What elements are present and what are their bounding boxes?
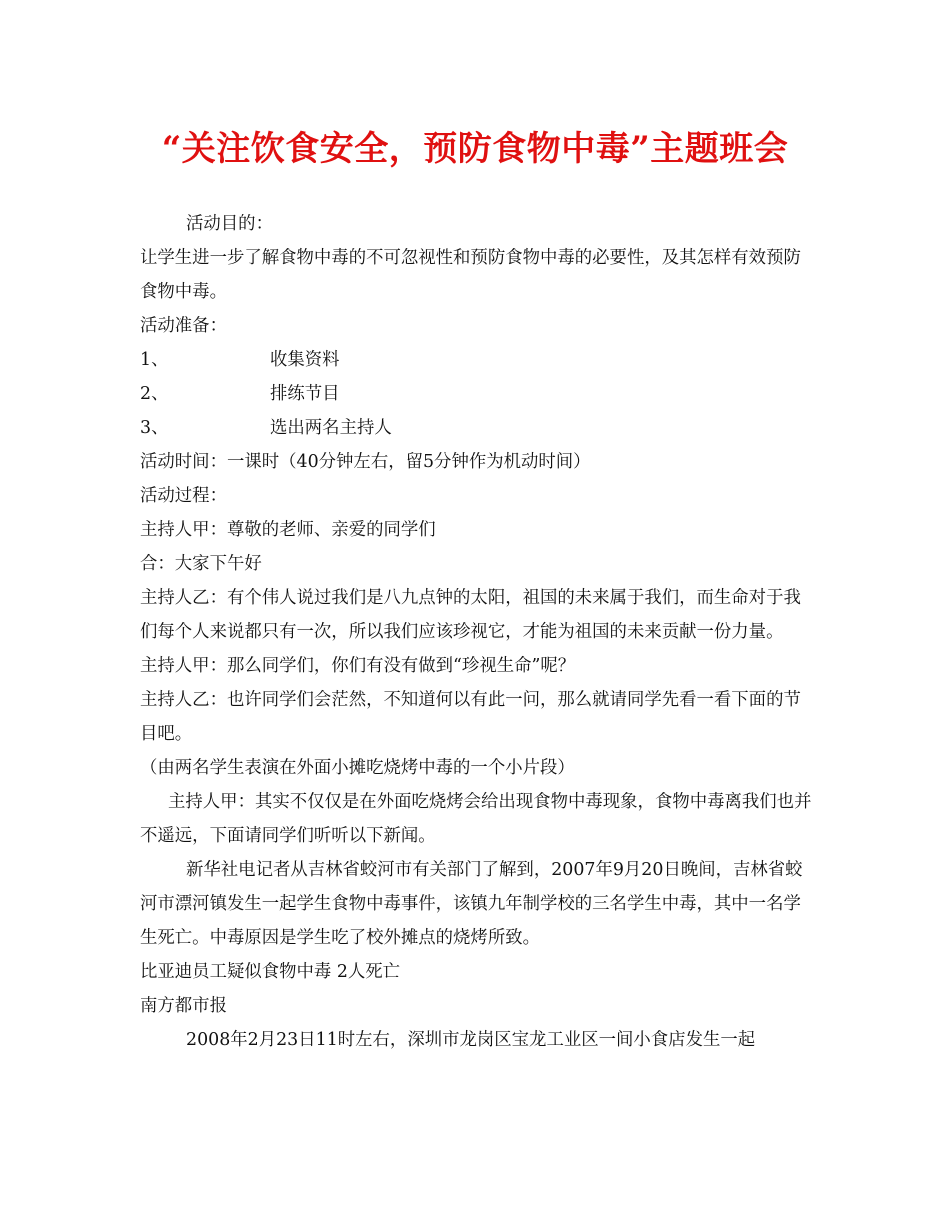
purpose-paragraph: 让学生进一步了解食物中毒的不可忽视性和预防食物中毒的必要性，及其怎样有效预防食物中毒。 — [140, 248, 801, 302]
news-paragraph: 2008年2月23日11时左右，深圳市龙岗区宝龙工业区一间小食店发生一起 — [186, 1030, 756, 1050]
prep-heading: 活动准备： — [140, 316, 227, 336]
prep-item — [140, 377, 812, 411]
news-source: 南方都市报 — [140, 996, 227, 1016]
time-line: 活动时间：一课时（40分钟左右，留5分钟作为机动时间） — [140, 452, 591, 472]
process-heading: 活动过程： — [140, 486, 227, 506]
news-headline: 比亚迪员工疑似食物中毒 2人死亡 — [140, 962, 401, 982]
host-b-line: 主持人乙：有个伟人说过我们是八九点钟的太阳，祖国的未来属于我们，而生命对于我们每个人来说都只有一次，所以我们应该珍视它，才能为祖国的未来贡献一份力量。 — [140, 588, 801, 642]
document-title: “关注饮食安全，预防食物中毒”主题班会 — [161, 129, 789, 169]
purpose-heading: 活动目的： — [186, 214, 273, 234]
document-body — [140, 207, 812, 1057]
prep-item — [140, 343, 812, 377]
news-paragraph: 新华社电记者从吉林省蛟河市有关部门了解到，2007年9月20日晚间，吉林省蛟河市漂河镇发生一起学生食物中毒事件，该镇九年制学校的三名学生中毒，其中一名学生死亡。中毒原因是学生吃了校外摊点的烧烤所致。 — [140, 860, 803, 948]
prep-item-text: 排练节目 — [270, 384, 340, 404]
prep-item-number: 2、 — [140, 384, 169, 404]
host-a-line: 主持人甲：那么同学们，你们有没有做到“珍视生命”呢？ — [140, 656, 576, 676]
host-a-line: 主持人甲：尊敬的老师、亲爱的同学们 — [140, 520, 436, 540]
prep-item-number: 3、 — [140, 418, 169, 438]
prep-item — [140, 411, 812, 445]
host-b-line: 主持人乙：也许同学们会茫然，不知道何以有此一问，那么就请同学先看一看下面的节目吧。 — [140, 690, 801, 744]
skit-note: （由两名学生表演在外面小摊吃烧烤中毒的一个小片段） — [140, 758, 575, 778]
prep-item-number: 1、 — [140, 350, 169, 370]
host-a-line: 主持人甲：其实不仅仅是在外面吃烧烤会给出现食物中毒现象，食物中毒离我们也并不遥远，下面请同学们听听以下新闻。 — [140, 792, 812, 846]
prep-item-text: 收集资料 — [270, 350, 340, 370]
prep-item-text: 选出两名主持人 — [270, 418, 392, 438]
all-line: 合：大家下午好 — [140, 554, 262, 574]
